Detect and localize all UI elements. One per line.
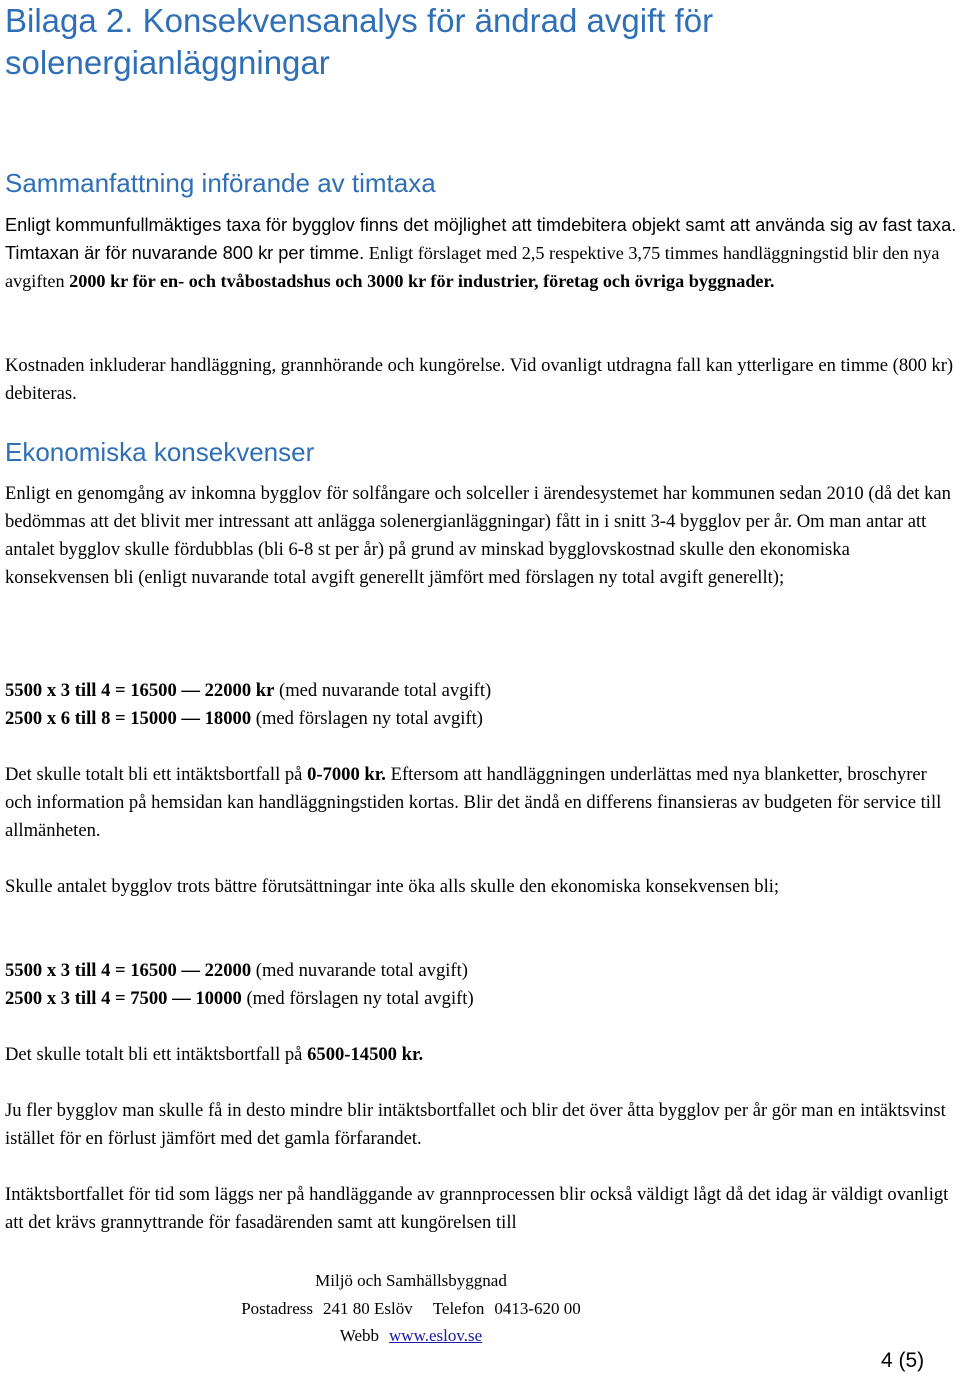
revenue-loss-paragraph (5, 761, 957, 845)
postal-value: 241 80 Eslöv (322, 1299, 413, 1318)
calculation-note: (med förslagen ny total avgift) (241, 988, 474, 1009)
calculation-note: (med nuvarande total avgift) (274, 680, 492, 701)
economics-paragraph: Enligt en genomgång av inkomna bygglov för solfångare och solceller i ärendesystemet har kommunen sedan 2010 (då det kan bedömmas att det blivit mer intressant att anlägga solenergianläggningar) fått in i snitt 3-4 bygglov per år. Om man antar att antalet bygglov skulle fördubblas (bli 6-8 st per år) på grund av minskad bygglovskostnad skulle den ekonomiska konsekvensen bli (enligt nuvarande total avgift generellt jämfört med förslagen ny total avgift generellt); (5, 483, 951, 588)
footer-web (5, 1322, 817, 1349)
summary-text-bold: 2000 kr för en- och tvåbostadshus och 3000 kr för industrier, företag och övriga byggnader. (69, 271, 775, 291)
neighbour-process-paragraph: Intäktsbortfallet för tid som läggs ner på handläggande av grannprocessen blir också väldigt lågt då det idag är väldigt ovanligt att det krävs grannyttrande för fasadärenden samt att kungörelsen till (5, 1184, 949, 1233)
section-heading-summary: Sammanfattning införande av timtaxa (5, 168, 436, 198)
no-increase-paragraph: Skulle antalet bygglov trots bättre förutsättningar inte öka alls skulle den ekonomiska konsekvensen bli; (5, 876, 780, 897)
revenue-loss-amount: 6500-14500 kr. (307, 1044, 424, 1065)
website-link[interactable]: www.eslov.se (389, 1326, 483, 1345)
calculation-formula: 5500 x 3 till 4 = 16500 — 22000 (5, 960, 252, 981)
phone-value: 0413-620 00 (494, 1299, 581, 1318)
summary-text-serif: Enligt förslaget med 2,5 respektive 3,75 timmes handläggningstid blir den nya avgiften (5, 243, 940, 291)
calculation-line (5, 985, 957, 1013)
cost-paragraph: Kostnaden inkluderar handläggning, grannhörande och kungörelse. Vid ovanligt utdragna fall kan ytterligare en timme (800 kr) debiteras. (5, 355, 954, 404)
page-title: Bilaga 2. Konsekvensanalys för ändrad avgift för solenergianläggningar (5, 2, 714, 81)
revenue-loss-explanation: Eftersom att handläggningen underlättas med nya blanketter, broschyrer och information på hemsidan kan handläggningstiden kortas. Blir det ändå en differens finansieras av budgeten för service till allmänheten. (5, 764, 942, 841)
phone-label: Telefon (432, 1299, 485, 1318)
calculation-formula: 2500 x 3 till 4 = 7500 — 10000 (5, 988, 242, 1009)
postal-label: Postadress (241, 1299, 313, 1318)
revenue-loss-paragraph-2 (5, 1041, 957, 1069)
calculation-block-1 (5, 677, 957, 733)
calculation-line (5, 957, 957, 985)
web-label: Webb (339, 1326, 380, 1345)
footer-org (5, 1267, 817, 1294)
revenue-loss-text: Det skulle totalt bli ett intäktsbortfall på (5, 764, 308, 785)
revenue-loss-text: Det skulle totalt bli ett intäktsbortfall på (5, 1044, 308, 1065)
summary-paragraph (5, 211, 957, 295)
calculation-block-2 (5, 957, 957, 1013)
calculation-formula: 2500 x 6 till 8 = 15000 — 18000 (5, 708, 252, 729)
section-heading-economics: Ekonomiska konsekvenser (5, 437, 315, 467)
footer-org-name: Miljö och Samhällsbyggnad (315, 1271, 507, 1290)
calculation-line (5, 705, 957, 733)
revenue-loss-amount: 0-7000 kr. (307, 764, 386, 785)
page-number: 4 (5) (881, 1349, 925, 1372)
calculation-formula: 5500 x 3 till 4 = 16500 — 22000 kr (5, 680, 275, 701)
calculation-line (5, 677, 957, 705)
footer-contact (5, 1295, 817, 1322)
summary-text-sans: Enligt kommunfullmäktiges taxa för bygglov finns det möjlighet att timdebitera objekt samt att använda sig av fast taxa. Timtaxan är för nuvarande 800 kr per timme. (5, 215, 957, 263)
calculation-note: (med nuvarande total avgift) (251, 960, 468, 981)
more-permits-paragraph: Ju fler bygglov man skulle få in desto mindre blir intäktsbortfallet och blir det över åtta bygglov per år gör man en intäktsvinst istället för en förlust jämfört med det gamla förfarandet. (5, 1100, 946, 1149)
calculation-note: (med förslagen ny total avgift) (251, 708, 483, 729)
